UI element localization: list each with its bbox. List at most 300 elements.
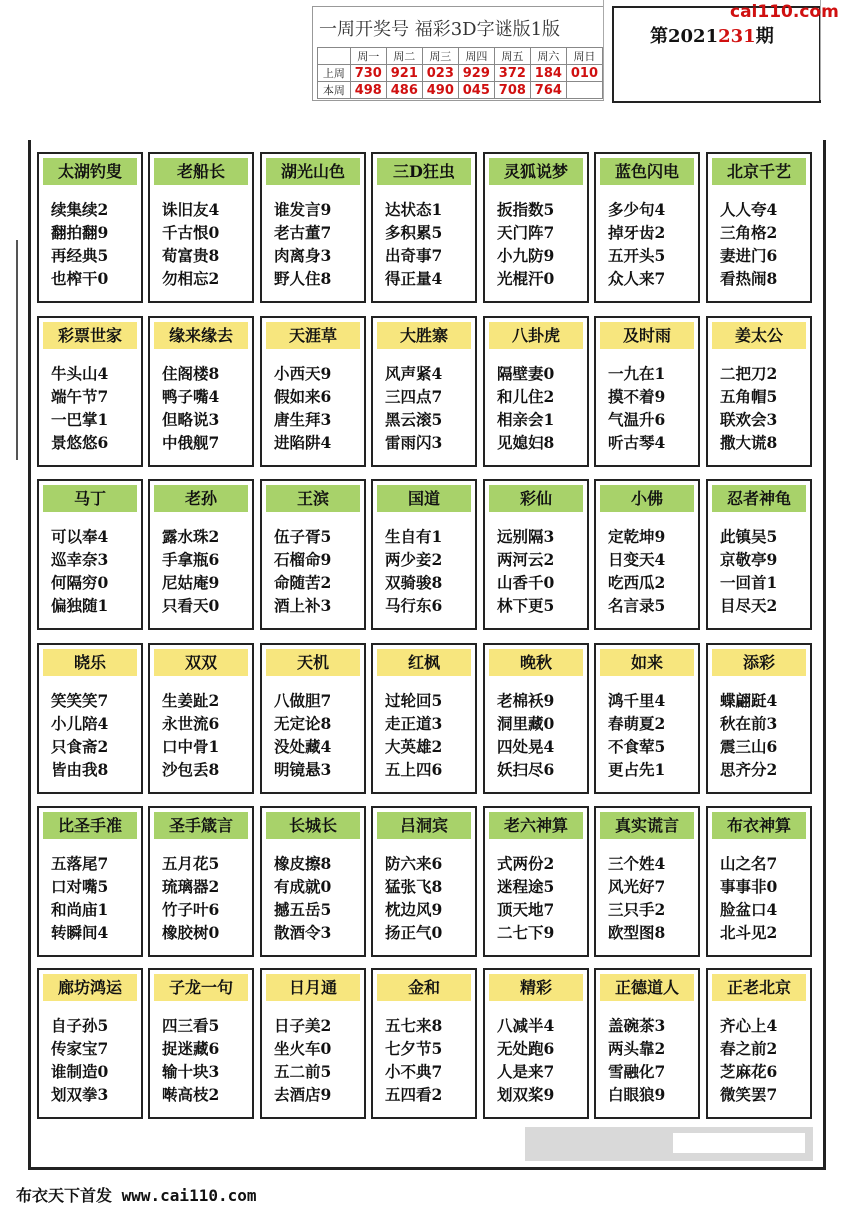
riddle-line: 雷雨闪3 [385,433,443,452]
riddle-line: 也榨干0 [51,269,109,288]
panel-title: 老六神算 [489,812,583,839]
riddle-panel [260,152,366,303]
riddle-line: 无定论8 [274,714,332,733]
riddle-panel [594,643,700,794]
panel-lines [162,198,248,290]
gray-box [525,1127,813,1161]
riddle-line: 划双拳3 [51,1085,109,1104]
riddle-line: 两河云2 [497,550,555,569]
riddle-line: 小儿陪4 [51,714,109,733]
panel-lines [51,852,137,944]
panel-lines [385,198,471,290]
day-header: 周四 [458,48,494,65]
riddle-panel [371,968,477,1119]
result-cell: 708 [494,82,530,99]
riddle-line: 震三山6 [720,737,778,756]
riddle-panel [483,806,589,957]
riddle-line: 皆由我8 [51,760,109,779]
riddle-line: 翻拍翻9 [51,223,109,242]
panel-title: 晚秋 [489,649,583,676]
riddle-line: 小西天9 [274,364,332,383]
riddle-line: 洞里藏0 [497,714,555,733]
result-cell: 023 [422,65,458,82]
riddle-line: 续集续2 [51,200,109,219]
panel-lines [162,852,248,944]
panel-lines [274,198,360,290]
riddle-line: 牛头山4 [51,364,109,383]
panel-title: 晓乐 [43,649,137,676]
riddle-panel [483,479,589,630]
panel-lines [162,525,248,617]
riddle-line: 琉璃器2 [162,877,220,896]
riddle-line: 盖碗茶3 [608,1016,666,1035]
panel-title: 真实谎言 [600,812,694,839]
riddle-line: 端午节7 [51,387,109,406]
riddle-line: 迷程途5 [497,877,555,896]
riddle-line: 五四看2 [385,1085,443,1104]
panel-title: 姜太公 [712,322,806,349]
riddle-line: 诛旧友4 [162,200,220,219]
result-cell: 010 [566,65,602,82]
panel-title: 缘来缘去 [154,322,248,349]
riddle-panel [594,479,700,630]
panel-title: 彩票世家 [43,322,137,349]
riddle-line: 小不典7 [385,1062,443,1081]
panel-title: 精彩 [489,974,583,1001]
riddle-line: 人是来7 [497,1062,555,1081]
panel-lines [385,362,471,454]
riddle-line: 小九防9 [497,246,555,265]
riddle-line: 过轮回5 [385,691,443,710]
riddle-line: 林下更5 [497,596,555,615]
panel-lines [497,525,583,617]
riddle-line: 见媳妇8 [497,433,555,452]
riddle-line: 妖扫尽6 [497,760,555,779]
riddle-line: 再经典5 [51,246,109,265]
riddle-line: 鸿千里4 [608,691,666,710]
riddle-line: 相亲会1 [497,410,555,429]
riddle-line: 京敬亭9 [720,550,778,569]
row-label: 本周 [318,82,351,99]
riddle-line: 事事非0 [720,877,778,896]
riddle-line: 天门阵7 [497,223,555,242]
result-cell: 921 [386,65,422,82]
riddle-line: 三角格2 [720,223,778,242]
riddle-line: 命随苦2 [274,573,332,592]
panel-lines [162,1014,248,1106]
panel-title: 大胜寨 [377,322,471,349]
panel-title: 天机 [266,649,360,676]
panel-lines [497,689,583,781]
riddle-panel [148,479,254,630]
riddle-panel [371,806,477,957]
riddle-line: 一巴掌1 [51,410,109,429]
riddle-line: 芝麻花6 [720,1062,778,1081]
riddle-line: 石榴命9 [274,550,332,569]
riddle-line: 看热闹8 [720,269,778,288]
riddle-line: 五开头5 [608,246,666,265]
riddle-line: 老古董7 [274,223,332,242]
riddle-panel [706,479,812,630]
riddle-line: 得正量4 [385,269,443,288]
riddle-panel [706,968,812,1119]
panel-title: 湖光山色 [266,158,360,185]
riddle-line: 四处晃4 [497,737,555,756]
riddle-line: 去酒店9 [274,1085,332,1104]
riddle-line: 大英雄2 [385,737,443,756]
riddle-line: 五落尾7 [51,854,109,873]
riddle-line: 目尽天2 [720,596,778,615]
panel-lines [51,689,137,781]
riddle-line: 谁制造0 [51,1062,109,1081]
riddle-line: 欧型图8 [608,923,666,942]
last-week-row [318,65,603,82]
panel-lines [385,852,471,944]
riddle-line: 一回首1 [720,573,778,592]
panel-title: 圣手箴言 [154,812,248,839]
day-header: 周三 [422,48,458,65]
riddle-panel [594,152,700,303]
riddle-line: 春萌夏2 [608,714,666,733]
panel-lines [274,852,360,944]
riddle-line: 勿相忘2 [162,269,220,288]
panel-title: 老孙 [154,485,248,512]
riddle-line: 齐心上4 [720,1016,778,1035]
riddle-panel [706,643,812,794]
panel-lines [720,689,806,781]
riddle-line: 八做胆7 [274,691,332,710]
riddle-line: 名言录5 [608,596,666,615]
riddle-line: 无处跑6 [497,1039,555,1058]
riddle-line: 竹子叶6 [162,900,220,919]
riddle-line: 两少妾2 [385,550,443,569]
riddle-line: 远别隔3 [497,527,555,546]
riddle-line: 撼五岳5 [274,900,332,919]
divider [603,0,604,100]
weekly-results-table [317,47,603,99]
riddle-line: 酒上补3 [274,596,332,615]
panel-lines [608,198,694,290]
panel-lines [51,1014,137,1106]
riddle-line: 马行东6 [385,596,443,615]
riddle-line: 老棉袄9 [497,691,555,710]
day-header: 周日 [566,48,602,65]
riddle-line: 景悠悠6 [51,433,109,452]
panel-title: 八卦虎 [489,322,583,349]
result-cell [566,82,602,99]
panel-title: 如来 [600,649,694,676]
riddle-line: 秋在前3 [720,714,778,733]
riddle-line: 二把刀2 [720,364,778,383]
panel-title: 三D狂虫 [377,158,471,185]
riddle-panel [706,316,812,467]
panel-lines [274,689,360,781]
issue-number: 第2021231期 [650,26,774,47]
riddle-line: 更占先1 [608,760,666,779]
day-header: 周六 [530,48,566,65]
riddle-line: 扳指数5 [497,200,555,219]
panel-lines [720,1014,806,1106]
riddle-panel [37,643,143,794]
panel-title: 正老北京 [712,974,806,1001]
riddle-line: 定乾坤9 [608,527,666,546]
riddle-line: 日变天4 [608,550,666,569]
riddle-line: 肉离身3 [274,246,332,265]
riddle-line: 猛张飞8 [385,877,443,896]
riddle-line: 蝶翩跹4 [720,691,778,710]
panel-title: 老船长 [154,158,248,185]
result-cell: 372 [494,65,530,82]
panel-title: 廊坊鸿运 [43,974,137,1001]
panel-lines [720,852,806,944]
riddle-line: 众人来7 [608,269,666,288]
riddle-line: 二七下9 [497,923,555,942]
riddle-line: 五七来8 [385,1016,443,1035]
riddle-panel [37,316,143,467]
riddle-line: 日子美2 [274,1016,332,1035]
riddle-panel [483,968,589,1119]
riddle-line: 达状态1 [385,200,443,219]
panel-title: 国道 [377,485,471,512]
panel-title: 灵狐说梦 [489,158,583,185]
riddle-line: 五二前5 [274,1062,332,1081]
panel-lines [497,1014,583,1106]
riddle-line: 双骑骏8 [385,573,443,592]
riddle-line: 联欢会3 [720,410,778,429]
panel-lines [385,689,471,781]
riddle-line: 巡幸奈3 [51,550,109,569]
riddle-line: 多积累5 [385,223,443,242]
panel-title: 及时雨 [600,322,694,349]
result-cell: 929 [458,65,494,82]
riddle-line: 八减半4 [497,1016,555,1035]
riddle-line: 五月花5 [162,854,220,873]
panel-title: 吕洞宾 [377,812,471,839]
riddle-line: 橡胶树0 [162,923,220,942]
riddle-panel [37,152,143,303]
riddle-panel [371,316,477,467]
panel-title: 子龙一句 [154,974,248,1001]
panel-lines [51,525,137,617]
riddle-line: 五角帽5 [720,387,778,406]
panel-title: 天涯草 [266,322,360,349]
riddle-panel [37,479,143,630]
riddle-line: 思齐分2 [720,760,778,779]
riddle-line: 不食荤5 [608,737,666,756]
result-cell: 184 [530,65,566,82]
panel-title: 北京千艺 [712,158,806,185]
row-label: 上周 [318,65,351,82]
riddle-line: 隔壁妻0 [497,364,555,383]
riddle-line: 吃西瓜2 [608,573,666,592]
result-cell: 764 [530,82,566,99]
riddle-line: 摸不着9 [608,387,666,406]
riddle-line: 伍子胥5 [274,527,332,546]
riddle-panel [483,316,589,467]
result-cell: 730 [350,65,386,82]
panel-title: 忍者神龟 [712,485,806,512]
riddle-line: 春之前2 [720,1039,778,1058]
site-logo[interactable]: cai110.com [730,2,839,22]
result-cell: 486 [386,82,422,99]
day-header: 周二 [386,48,422,65]
riddle-line: 啭高枝2 [162,1085,220,1104]
riddle-line: 人人夸4 [720,200,778,219]
riddle-line: 生姜趾2 [162,691,220,710]
panel-lines [51,198,137,290]
divider [16,240,18,460]
panel-lines [497,362,583,454]
riddle-line: 三四点7 [385,387,443,406]
riddle-line: 明镜悬3 [274,760,332,779]
panel-title: 比圣手准 [43,812,137,839]
riddle-line: 橡皮擦8 [274,854,332,873]
riddle-panel [371,643,477,794]
panel-title: 日月通 [266,974,360,1001]
riddle-line: 散酒令3 [274,923,332,942]
riddle-line: 风光好7 [608,877,666,896]
riddle-line: 唐生拜3 [274,410,332,429]
panel-title: 王滨 [266,485,360,512]
panel-title: 马丁 [43,485,137,512]
panel-lines [274,1014,360,1106]
panel-title: 蓝色闪电 [600,158,694,185]
riddle-line: 住阁楼8 [162,364,220,383]
riddle-line: 式两份2 [497,854,555,873]
riddle-line: 转瞬间4 [51,923,109,942]
riddle-line: 只看天0 [162,596,220,615]
panel-lines [51,362,137,454]
riddle-panel [148,152,254,303]
riddle-line: 山香千0 [497,573,555,592]
riddle-panel [260,806,366,957]
riddle-line: 三只手2 [608,900,666,919]
day-header: 周五 [494,48,530,65]
riddle-line: 沙包丢8 [162,760,220,779]
panel-lines [608,362,694,454]
riddle-line: 千古恨0 [162,223,220,242]
riddle-panel [371,479,477,630]
riddle-line: 脸盆口4 [720,900,778,919]
riddle-line: 听古琴4 [608,433,666,452]
riddle-line: 进陷阱4 [274,433,332,452]
riddle-line: 一九在1 [608,364,666,383]
riddle-line: 四三看5 [162,1016,220,1035]
riddle-panel [706,806,812,957]
riddle-panel [594,316,700,467]
panel-title: 双双 [154,649,248,676]
panel-lines [497,852,583,944]
panel-title: 金和 [377,974,471,1001]
riddle-line: 传家宝7 [51,1039,109,1058]
riddle-line: 微笑罢7 [720,1085,778,1104]
panel-lines [274,525,360,617]
riddle-line: 只食斋2 [51,737,109,756]
panel-lines [497,198,583,290]
riddle-line: 划双桨9 [497,1085,555,1104]
riddle-line: 中俄舰7 [162,433,220,452]
panel-title: 红枫 [377,649,471,676]
riddle-line: 五上四6 [385,760,443,779]
riddle-line: 野人住8 [274,269,332,288]
riddle-panel [148,643,254,794]
riddle-line: 笑笑笑7 [51,691,109,710]
riddle-line: 尼姑庵9 [162,573,220,592]
panel-title: 正德道人 [600,974,694,1001]
panel-lines [720,362,806,454]
footer-text[interactable]: 布衣天下首发 www.cai110.com [16,1186,257,1205]
day-header: 周一 [350,48,386,65]
riddle-panel [483,643,589,794]
riddle-line: 多少句4 [608,200,666,219]
riddle-line: 和尚庙1 [51,900,109,919]
panel-lines [162,362,248,454]
riddle-line: 谁发言9 [274,200,332,219]
panel-lines [720,525,806,617]
panel-lines [274,362,360,454]
riddle-line: 妻进门6 [720,246,778,265]
riddle-line: 黑云滚5 [385,410,443,429]
riddle-line: 永世流6 [162,714,220,733]
result-cell: 498 [350,82,386,99]
riddle-line: 坐火车0 [274,1039,332,1058]
panel-lines [608,1014,694,1106]
riddle-line: 鸭子嘴4 [162,387,220,406]
riddle-panel [371,152,477,303]
riddle-line: 白眼狼9 [608,1085,666,1104]
riddle-line: 生自有1 [385,527,443,546]
days-row [318,48,603,65]
panel-lines [608,525,694,617]
riddle-line: 假如来6 [274,387,332,406]
riddle-panel [706,152,812,303]
riddle-line: 捉迷藏6 [162,1039,220,1058]
panel-lines [608,689,694,781]
riddle-line: 露水珠2 [162,527,220,546]
riddle-panel [260,479,366,630]
riddle-line: 雪融化7 [608,1062,666,1081]
riddle-line: 三个姓4 [608,854,666,873]
riddle-line: 和儿住2 [497,387,555,406]
riddle-line: 有成就0 [274,877,332,896]
panel-title: 彩仙 [489,485,583,512]
panel-title: 添彩 [712,649,806,676]
panel-title: 长城长 [266,812,360,839]
panel-title: 布衣神算 [712,812,806,839]
result-cell: 490 [422,82,458,99]
riddle-line: 防六来6 [385,854,443,873]
riddle-line: 荀富贵8 [162,246,220,265]
riddle-line: 没处藏4 [274,737,332,756]
riddle-line: 何隔穷0 [51,573,109,592]
panel-lines [385,1014,471,1106]
riddle-panel [37,806,143,957]
header-title: 一周开奖号 福彩3D字谜版1版 [319,19,561,40]
panel-title: 小佛 [600,485,694,512]
riddle-line: 走正道3 [385,714,443,733]
riddle-line: 扬正气0 [385,923,443,942]
riddle-line: 可以奉4 [51,527,109,546]
riddle-line: 光棍汗0 [497,269,555,288]
riddle-panel [148,316,254,467]
draw-results-box [312,6,604,101]
riddle-line: 山之名7 [720,854,778,873]
riddle-line: 七夕节5 [385,1039,443,1058]
panel-lines [385,525,471,617]
riddle-panel [148,806,254,957]
riddle-line: 掉牙齿2 [608,223,666,242]
riddle-panel [37,968,143,1119]
